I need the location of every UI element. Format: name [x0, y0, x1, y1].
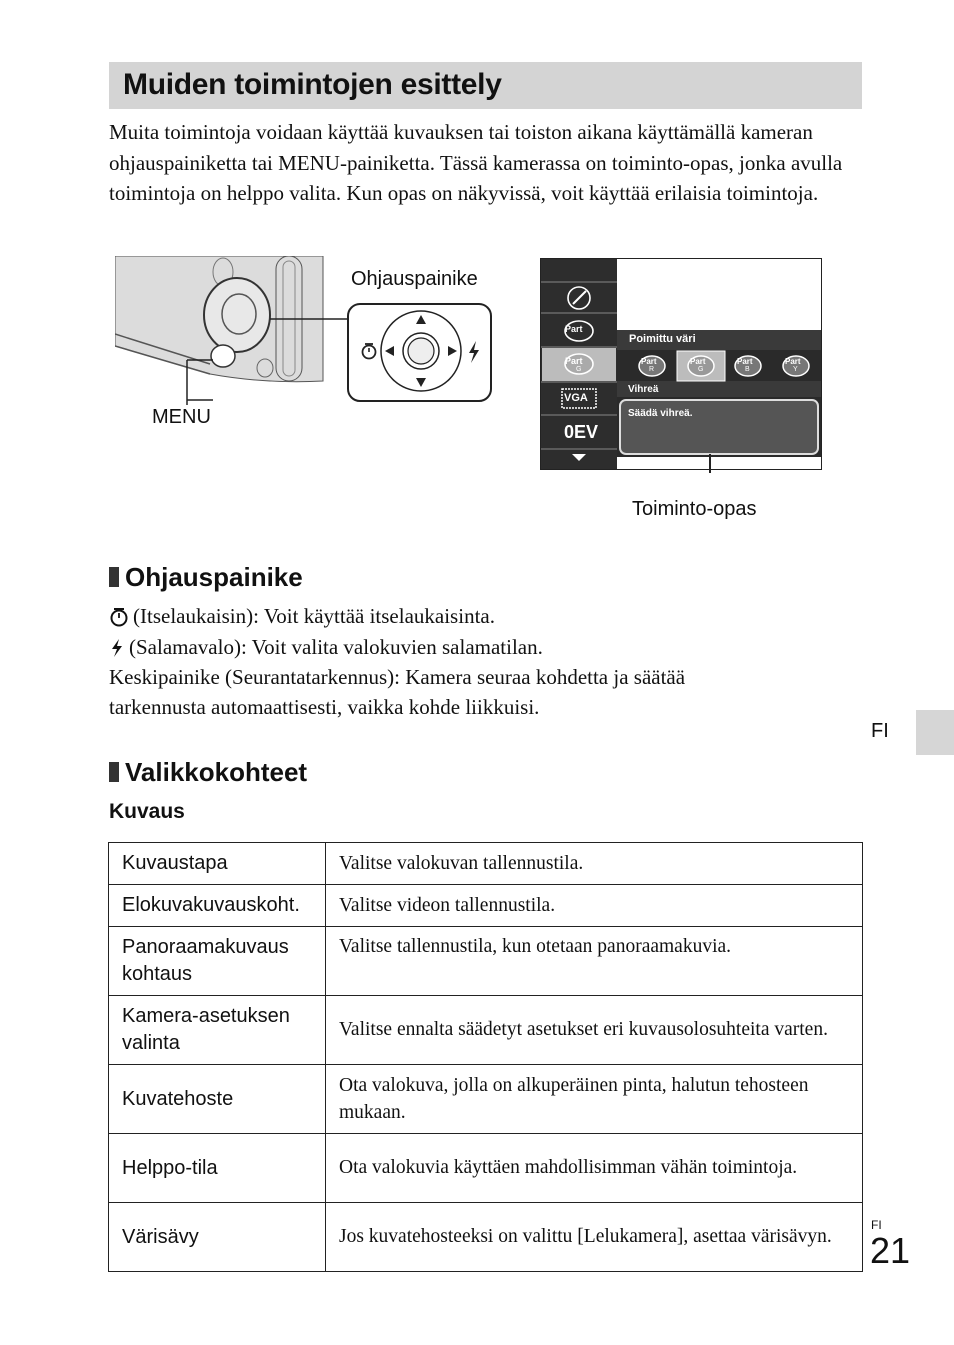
label-menu: MENU: [152, 406, 211, 428]
menu-item-name: Kuvaustapa: [109, 843, 326, 885]
table-row: [109, 1065, 863, 1134]
menu-item-name: Kuvatehoste: [109, 1065, 326, 1134]
center-button-line-1: Keskipainike (Seurantatarkennus): Kamera seuraa kohdetta ja säätää: [109, 665, 686, 689]
label-toiminto-opas: Toiminto-opas: [632, 498, 757, 520]
table-row: [109, 927, 863, 996]
menu-item-desc: Ota valokuvia käyttäen mahdollisimman vähän toimintoja.: [326, 1134, 863, 1203]
page-number: 21: [870, 1230, 911, 1271]
menu-item-desc: Ota valokuva, jolla on alkuperäinen pinta, halutun tehosteen mukaan.: [326, 1065, 863, 1134]
table-row: [109, 843, 863, 885]
screen-part-icon-2: Part: [565, 356, 583, 366]
screen-part-g-letter: G: [698, 366, 704, 373]
table-row: [109, 1134, 863, 1203]
menu-item-name: Elokuvakuvauskoht.: [109, 885, 326, 927]
side-language-label: FI: [871, 720, 889, 742]
intro-paragraph: Muita toimintoja voidaan käyttää kuvauksen tai toiston aikana käyttämällä kameran ohjauspainiketta tai MENU-painiketta. Tässä kamerassa on toiminto-opas, jonka avulla toimintoja on helppo valita. Kun opas on näkyvissä, voit käyttää erilaisia toimintoja.: [109, 120, 843, 205]
center-button-line-2: tarkennusta automaattisesti, vaikka kohde liikkuisi.: [109, 695, 540, 719]
menu-item-desc: Valitse ennalta säädetyt asetukset eri kuvausolosuhteita varten.: [326, 996, 863, 1065]
footer-language: FI: [871, 1218, 882, 1232]
flash-line: (Salamavalo): Voit valita valokuvien salamatilan.: [109, 632, 543, 662]
screen-part-g-label: Part: [690, 357, 706, 366]
screen-ev-icon: 0EV: [564, 422, 599, 442]
menu-item-name: Värisävy: [109, 1203, 326, 1272]
screen-vga-icon: VGA: [564, 392, 588, 404]
lcd-screen-figure: [540, 258, 840, 528]
screen-guide-text: Säädä vihreä.: [628, 408, 693, 419]
label-ohjauspainike: Ohjauspainike: [351, 268, 478, 290]
screen-part-b-letter: B: [745, 366, 750, 373]
section-heading-ohjauspainike: Ohjauspainike: [109, 562, 303, 593]
menu-items-table: [108, 842, 863, 1272]
menu-item-desc: Valitse tallennustila, kun otetaan panoraamakuvia.: [326, 927, 863, 996]
screen-selected-label: Vihreä: [628, 384, 659, 395]
menu-item-desc: Valitse valokuvan tallennustila.: [326, 843, 863, 885]
menu-item-desc: Valitse videon tallennustila.: [326, 885, 863, 927]
title-bar: [109, 62, 862, 109]
screen-part-y-label: Part: [785, 357, 801, 366]
menu-item-name: Panoraamakuvaus kohtaus: [109, 927, 326, 996]
page-title: Muiden toimintojen esittely: [123, 68, 502, 101]
table-row: [109, 885, 863, 927]
side-tab: [916, 710, 954, 755]
screen-part-y-letter: Y: [793, 366, 798, 373]
screen-part-r-letter: R: [649, 366, 655, 373]
camera-figure: [115, 256, 505, 436]
menu-item-desc: Jos kuvatehosteeksi on valittu [Lelukamera], asettaa värisävyn.: [326, 1203, 863, 1272]
self-timer-line: (Itselaukaisin): Voit käyttää itselaukaisinta.: [109, 601, 495, 631]
menu-item-name: Kamera-asetuksen valinta: [109, 996, 326, 1065]
subheading-kuvaus: Kuvaus: [109, 800, 185, 823]
table-row: [109, 996, 863, 1065]
table-row: [109, 1203, 863, 1272]
flash-icon: [109, 638, 125, 658]
menu-item-name: Helppo-tila: [109, 1134, 326, 1203]
screen-part-icon-1: Part: [565, 324, 583, 334]
screen-part-r-label: Part: [641, 357, 657, 366]
section-bullet-icon: [109, 762, 119, 782]
section-bullet-icon: [109, 567, 119, 587]
screen-part-b-label: Part: [737, 357, 753, 366]
section-heading-valikkokohteet: Valikkokohteet: [109, 757, 307, 788]
self-timer-icon: [109, 607, 129, 627]
screen-part-letter-side: G: [576, 366, 582, 373]
screen-picked-color-label: Poimittu väri: [629, 333, 696, 345]
